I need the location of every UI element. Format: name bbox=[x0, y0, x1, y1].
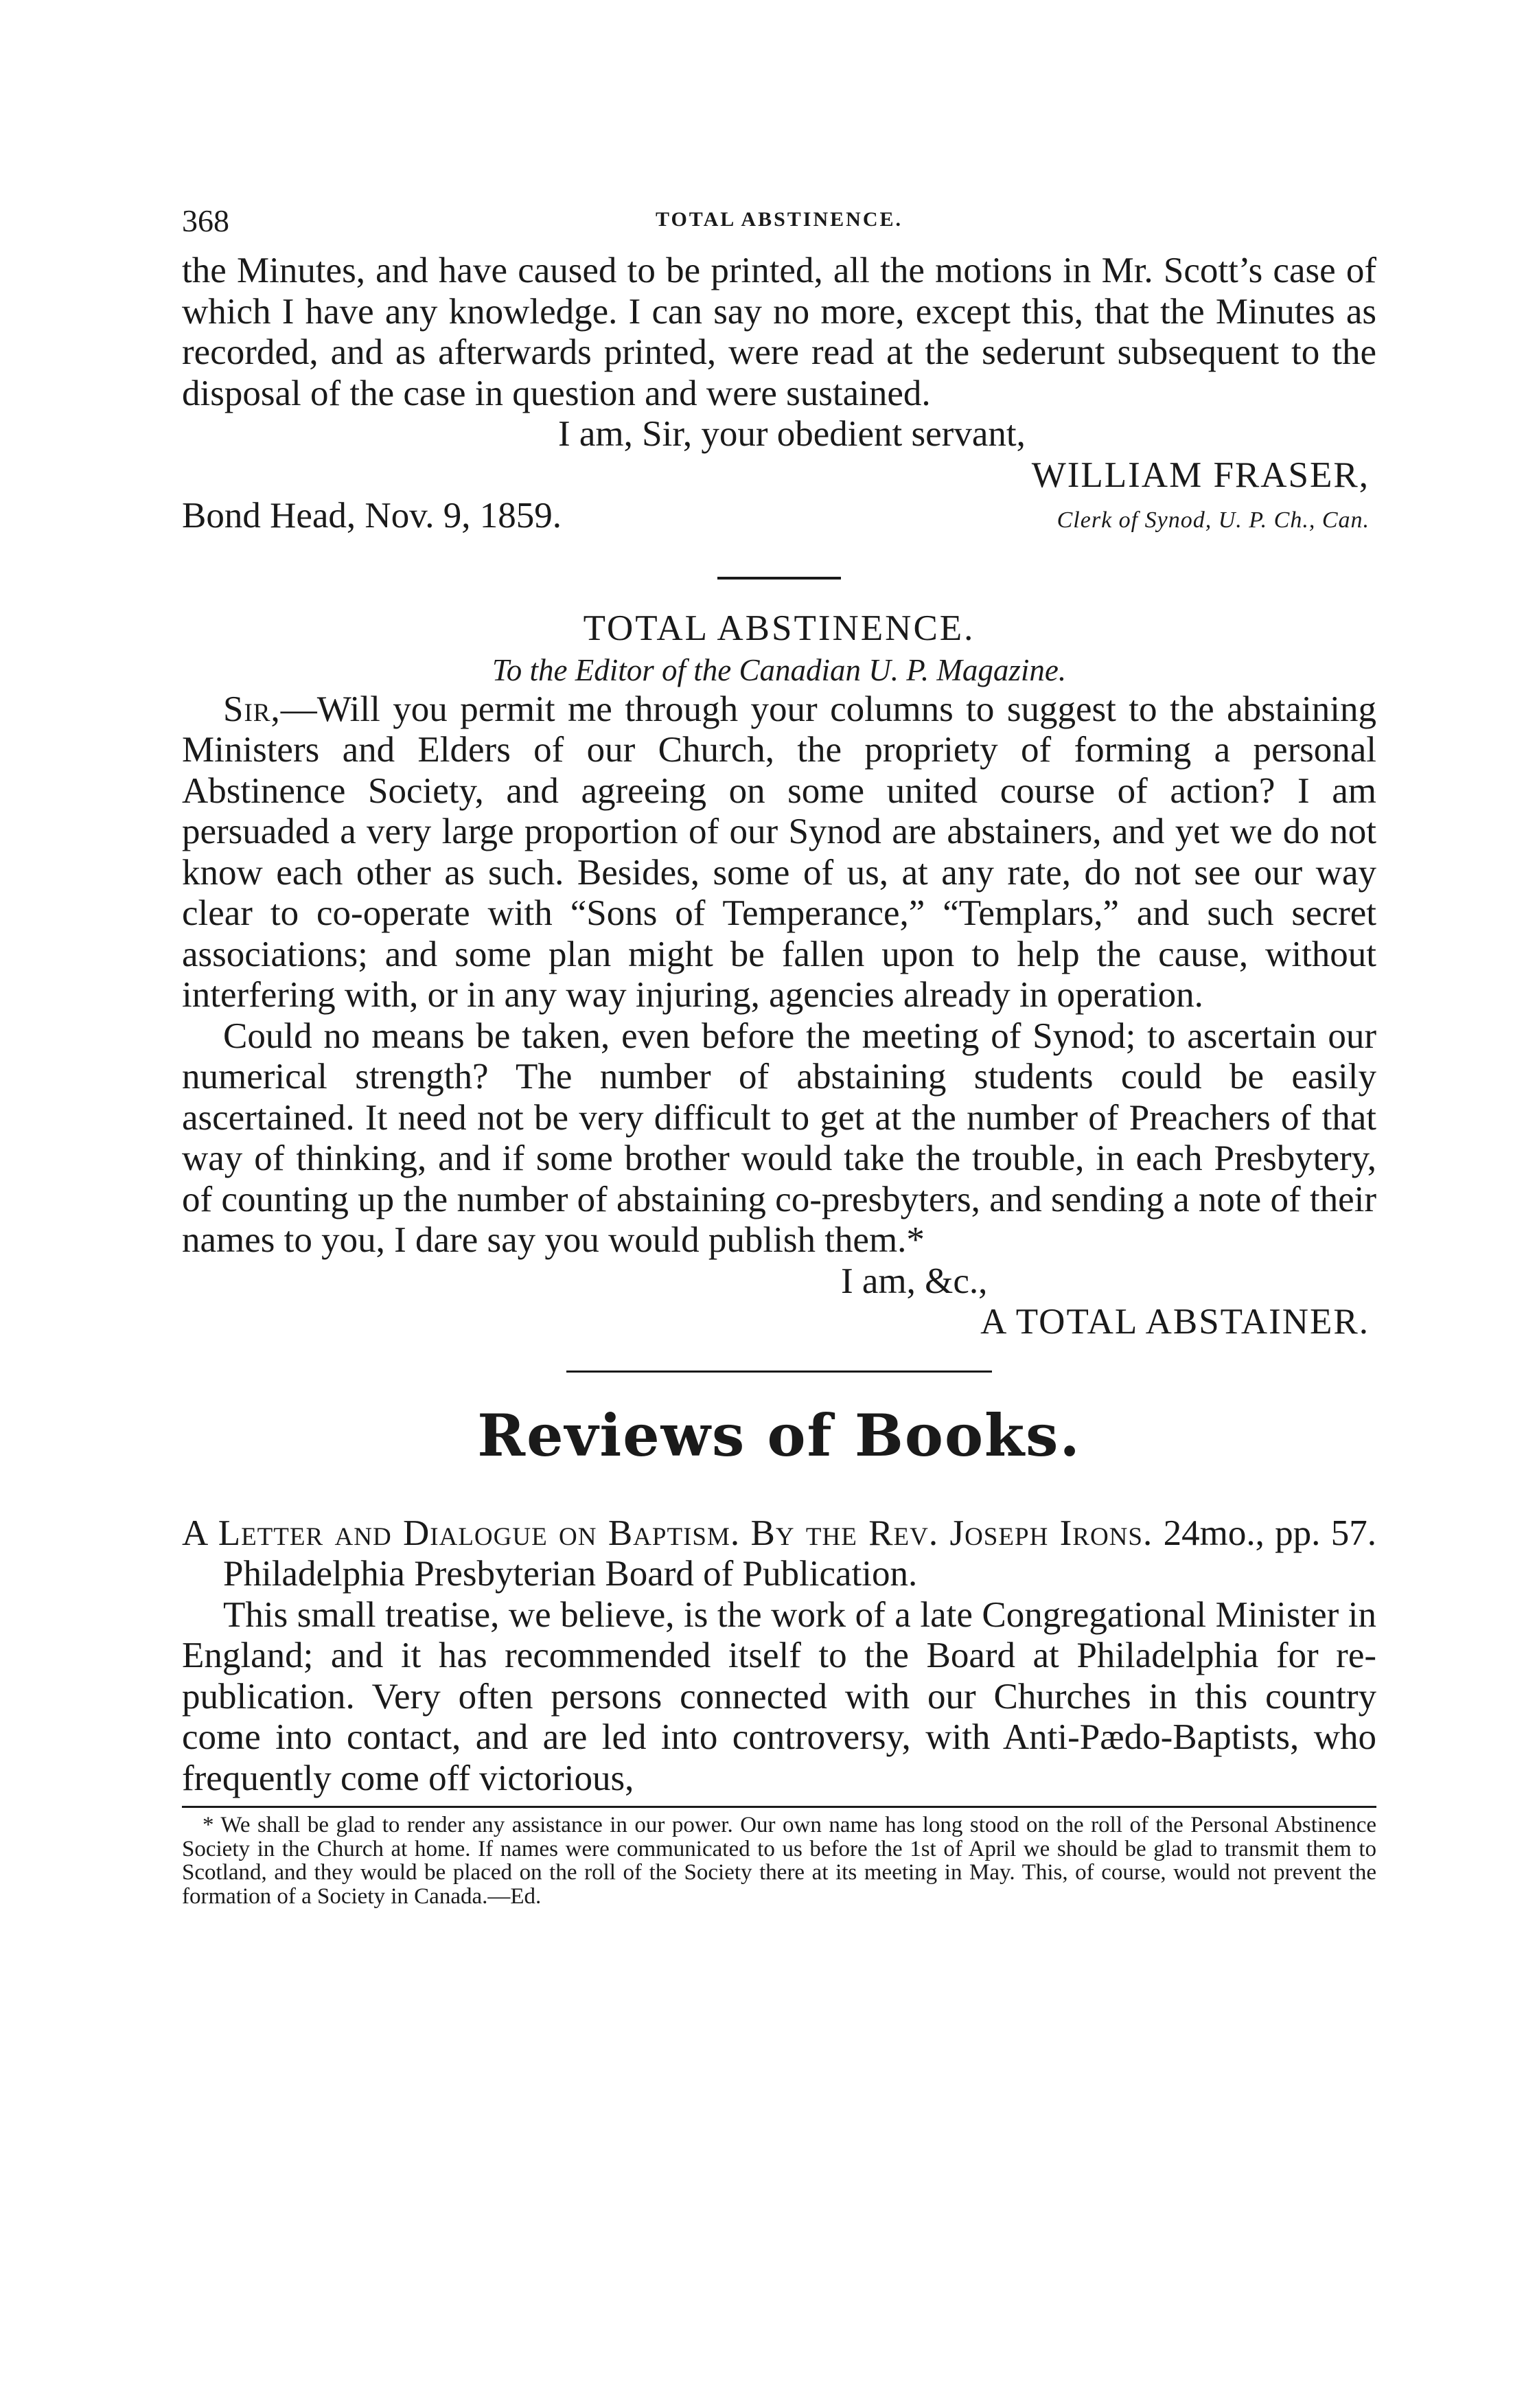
dedication: To the Editor of the Canadian U. P. Magazine. bbox=[492, 652, 1067, 687]
dateline: Bond Head, Nov. 9, 1859. bbox=[182, 496, 562, 536]
footnote: * We shall be glad to render any assistance in our power. Our own name has long stood on the roll of the Personal Abstinence Society in the Church at home. If names were communicated to us before the 1st of April we should be glad to transmit them to Scotland, and they would be placed on the roll of the Society there at its meeting in May. This, of course, would not prevent the formation of a Society in Canada.—Ed. bbox=[182, 1813, 1376, 1909]
salutation: Sir, bbox=[223, 689, 281, 729]
clerk-title: Clerk of Synod, U. P. Ch., Can. bbox=[1057, 507, 1370, 533]
abstinence-paragraph-1-text: —Will you permit me through your columns to suggest to the abstaining Ministers and Elders of our Church, the propriety of forming a personal Abstinence Society, and agreeing on some united course of action? I am persuaded a very large proportion of our Synod are abstainers, and yet we do not know each other as such. Besides, some of us, at any rate, do not see our way clear to co-operate with “Sons of Temperance,” “Templars,” and such secret associations; and some plan might be fallen upon to help the cause, without interfering with, or in any way injuring, agencies already in operation. bbox=[182, 689, 1376, 1015]
abstainer-closing: I am, &c., bbox=[841, 1261, 988, 1301]
signature-total-abstainer: A TOTAL ABSTAINER. bbox=[980, 1302, 1370, 1342]
reviews-heading: Reviews of Books. bbox=[477, 1401, 1081, 1469]
book-entry bbox=[182, 1513, 1376, 1595]
abstinence-paragraph-1 bbox=[182, 689, 1376, 1016]
letter-continuation: the Minutes, and have caused to be printed, all the motions in Mr. Scott’s case of which I have any knowledge. I can say no more, except this, that the Minutes as recorded, and as afterwards printed, were read at the sederunt subsequent to the disposal of the case in question and were sustained. bbox=[182, 251, 1376, 413]
running-head bbox=[182, 203, 1376, 251]
review-body: This small treatise, we believe, is the work of a late Congregational Minister in England; and it has recommended itself to the Board at Philadelphia for re-publication. Very often persons connected with our Churches in this country come into contact, and are led into controversy, with Anti-Pædo-Baptists, who frequently come off victorious, bbox=[182, 1594, 1376, 1798]
book-details: 24mo., pp. 57. Philadelphia Presbyterian Board of Publication. bbox=[223, 1513, 1377, 1594]
reviews-divider bbox=[566, 1371, 992, 1373]
page-number: 368 bbox=[182, 203, 229, 238]
dateline-row bbox=[182, 496, 1376, 541]
section-divider bbox=[717, 577, 841, 580]
letter-closing: I am, Sir, your obedient servant, bbox=[558, 414, 1026, 454]
abstinence-paragraph-2: Could no means be taken, even before the meeting of Synod; to ascertain our numerical strength? The number of abstaining students could be easily ascertained. It need not be very difficult to get at the number of Preachers of that way of thinking, and if some brother would take the trouble, in each Presbytery, of counting up the number of abstaining co-presbyters, and sending a note of their names to you, I dare say you would publish them.* bbox=[182, 1016, 1376, 1260]
running-title: TOTAL ABSTINENCE. bbox=[655, 208, 903, 231]
section-heading-total-abstinence: TOTAL ABSTINENCE. bbox=[583, 608, 975, 648]
book-title: A Letter and Dialogue on Baptism. bbox=[182, 1513, 741, 1553]
footnote-rule bbox=[182, 1806, 1376, 1808]
page bbox=[182, 203, 1376, 1908]
book-author: By the Rev. Joseph Irons. bbox=[750, 1513, 1153, 1553]
signature-william-fraser: WILLIAM FRASER, bbox=[1031, 455, 1370, 495]
